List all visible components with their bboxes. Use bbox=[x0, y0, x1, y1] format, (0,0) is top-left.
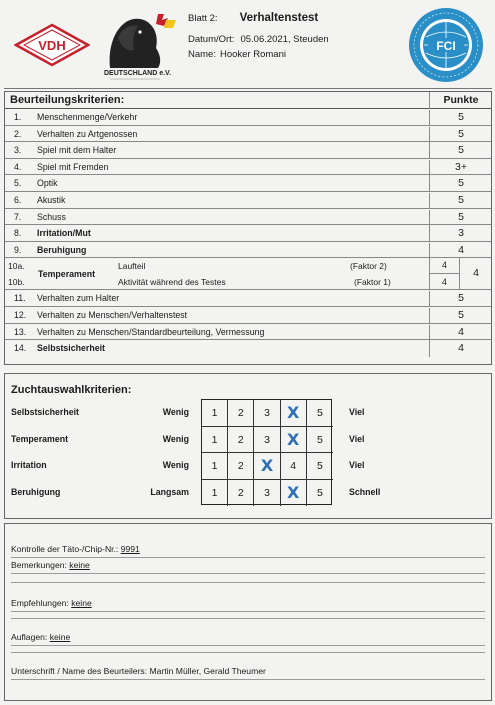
criteria-row bbox=[4, 142, 492, 159]
rating-cell: 1 bbox=[202, 400, 228, 427]
criteria-points: 5 bbox=[429, 143, 492, 159]
criteria-header bbox=[4, 91, 492, 109]
name-value: Hooker Romani bbox=[219, 49, 286, 60]
rating-cell: 2 bbox=[228, 480, 254, 507]
datum-value: 05.06.2021, Steuden bbox=[240, 34, 329, 45]
svg-text:FCI: FCI bbox=[436, 39, 456, 53]
criteria-row bbox=[4, 109, 492, 126]
breeding-high-label: Viel bbox=[349, 407, 365, 417]
criteria-row bbox=[4, 159, 492, 176]
rating-cell: 3 bbox=[254, 427, 280, 454]
breeding-label: Temperament bbox=[11, 433, 69, 444]
header-info bbox=[188, 11, 329, 62]
chip-line bbox=[11, 544, 485, 558]
criteria-label: Verhalten zum Halter bbox=[37, 293, 120, 304]
datum-label: Datum/Ort: bbox=[188, 34, 235, 45]
rating-cell: 1 bbox=[202, 453, 228, 480]
svg-text:VDH: VDH bbox=[38, 38, 66, 53]
breeding-low-label: Wenig bbox=[162, 433, 189, 444]
rating-cell: 4 bbox=[281, 453, 307, 480]
evaluation-sheet bbox=[4, 3, 492, 703]
criteria-points: 5 bbox=[429, 210, 492, 226]
criteria-points: 3 bbox=[429, 226, 492, 242]
temperament-label: Temperament bbox=[38, 269, 96, 280]
rating-mark: X bbox=[281, 400, 307, 427]
criteria-num: 14. bbox=[14, 343, 27, 354]
rating-cell: 5 bbox=[307, 400, 333, 427]
rating-cell: 2 bbox=[228, 427, 254, 454]
remarks-section bbox=[4, 523, 492, 701]
svg-text:DEUTSCHLAND e.V.: DEUTSCHLAND e.V. bbox=[104, 70, 172, 77]
criteria-num: 13. bbox=[14, 326, 27, 337]
criteria-row bbox=[4, 126, 492, 143]
sheet-header bbox=[4, 3, 492, 89]
chip-label: Kontrolle der Täto-/Chip-Nr.: bbox=[11, 544, 119, 554]
criteria-row bbox=[4, 290, 492, 307]
breeding-high-label: Viel bbox=[349, 460, 365, 470]
points-header: Punkte bbox=[429, 91, 492, 109]
blank-line bbox=[11, 652, 485, 653]
criteria-num: 2. bbox=[14, 128, 22, 139]
criteria-row bbox=[4, 307, 492, 324]
criteria-row bbox=[4, 225, 492, 242]
criteria-points: 5 bbox=[429, 127, 492, 143]
breeding-criteria-title: Zuchtauswahlkriterien: bbox=[11, 384, 132, 396]
criteria-points: 5 bbox=[429, 291, 492, 307]
blank-line bbox=[11, 582, 485, 583]
criteria-points: 5 bbox=[429, 176, 492, 192]
criteria-num: 7. bbox=[14, 211, 22, 222]
criteria-label: Verhalten zu Artgenossen bbox=[37, 128, 138, 139]
criteria-label: Verhalten zu Menschen/Standardbeurteilung, Vermessung bbox=[37, 326, 265, 337]
breeding-criteria-section bbox=[4, 373, 492, 519]
criteria-label: Beruhigung bbox=[37, 244, 87, 255]
rating-grid bbox=[201, 399, 332, 505]
temperament-num-a: 10a. bbox=[8, 261, 25, 272]
rating-mark: X bbox=[281, 427, 307, 454]
auflagen-label: Auflagen: bbox=[11, 632, 48, 642]
criteria-label: Akustik bbox=[37, 194, 66, 205]
temperament-total: 4 bbox=[459, 258, 492, 289]
breeding-low-label: Wenig bbox=[162, 407, 189, 417]
empfehlungen-value: keine bbox=[71, 598, 92, 608]
criteria-row bbox=[4, 175, 492, 192]
rating-cell: 1 bbox=[202, 427, 228, 454]
breeding-low-label: Langsam bbox=[150, 486, 189, 497]
temperament-score-b: 4 bbox=[429, 274, 459, 290]
criteria-row bbox=[4, 209, 492, 226]
criteria-num: 9. bbox=[14, 244, 22, 255]
vdh-logo bbox=[14, 23, 90, 67]
blatt-label: Blatt 2: bbox=[188, 13, 218, 24]
criteria-row bbox=[4, 192, 492, 209]
rating-cell: 1 bbox=[202, 480, 228, 507]
criteria-points: 4 bbox=[429, 341, 492, 357]
breeding-high-label: Viel bbox=[349, 433, 365, 444]
criteria-title: Beurteilungskriterien: bbox=[10, 94, 125, 106]
bemerkungen-label: Bemerkungen: bbox=[11, 560, 67, 570]
criteria-label: Schuss bbox=[37, 211, 66, 222]
chip-value: 9991 bbox=[120, 544, 140, 554]
page-title: Verhaltenstest bbox=[239, 12, 319, 24]
criteria-num: 3. bbox=[14, 145, 22, 156]
criteria-num: 5. bbox=[14, 178, 22, 189]
rating-cell: 5 bbox=[307, 453, 333, 480]
rating-cell: 5 bbox=[307, 427, 333, 454]
temperament-sub-b: Aktivität während des Testes bbox=[118, 277, 226, 288]
fci-logo bbox=[408, 7, 484, 83]
criteria-num: 11. bbox=[14, 293, 26, 304]
criteria-num: 4. bbox=[14, 161, 22, 172]
criteria-points: 4 bbox=[429, 243, 492, 259]
criteria-label: Irritation/Mut bbox=[37, 228, 91, 239]
breeding-low-label: Wenig bbox=[162, 460, 189, 470]
temperament-num-b: 10b. bbox=[8, 277, 25, 288]
breeding-label: Selbstsicherheit bbox=[11, 407, 79, 417]
auflagen-line bbox=[11, 632, 485, 646]
rating-cell: 3 bbox=[254, 480, 280, 507]
empfehlungen-line bbox=[11, 598, 485, 612]
criteria-num: 6. bbox=[14, 194, 22, 205]
temperament-row bbox=[4, 258, 492, 290]
breeding-high-label: Schnell bbox=[349, 486, 381, 497]
temperament-factor-a: (Faktor 2) bbox=[350, 261, 387, 272]
criteria-points: 5 bbox=[429, 110, 492, 126]
temperament-sub-a: Laufteil bbox=[118, 261, 146, 272]
temperament-factor-b: (Faktor 1) bbox=[354, 277, 391, 288]
criteria-points: 4 bbox=[429, 325, 492, 341]
blank-line bbox=[11, 618, 485, 619]
rating-cell: 5 bbox=[316, 486, 323, 499]
auflagen-value: keine bbox=[49, 632, 71, 642]
criteria-label: Selbstsicherheit bbox=[37, 343, 105, 354]
rating-cell: 2 bbox=[228, 453, 254, 480]
rating-mark: X bbox=[281, 480, 307, 507]
criteria-label: Optik bbox=[37, 178, 58, 189]
criteria-label: Spiel mit Fremden bbox=[37, 161, 109, 172]
criteria-table bbox=[4, 91, 492, 357]
name-label: Name: bbox=[188, 49, 216, 60]
criteria-row bbox=[4, 242, 492, 259]
rating-cell: 3 bbox=[254, 400, 280, 427]
criteria-num: 1. bbox=[14, 112, 22, 122]
rating-cell: 2 bbox=[228, 400, 254, 427]
criteria-points: 5 bbox=[429, 308, 492, 324]
criteria-label: Verhalten zu Menschen/Verhaltenstest bbox=[37, 309, 188, 320]
signature-line bbox=[11, 666, 485, 680]
criteria-points: 5 bbox=[429, 193, 492, 209]
criteria-label: Spiel mit dem Halter bbox=[37, 145, 117, 156]
criteria-points: 3+ bbox=[429, 160, 492, 176]
signature-label: Unterschrift / Name des Beurteilers: bbox=[11, 666, 148, 676]
breeding-label: Irritation bbox=[11, 460, 47, 470]
criteria-num: 12. bbox=[14, 309, 27, 320]
breeding-label: Beruhigung bbox=[11, 486, 61, 497]
bemerkungen-line bbox=[11, 560, 485, 574]
criteria-label: Menschenmenge/Verkehr bbox=[37, 112, 138, 122]
criteria-row bbox=[4, 340, 492, 357]
rating-mark: X bbox=[254, 453, 280, 480]
empfehlungen-label: Empfehlungen: bbox=[11, 598, 69, 608]
temperament-score-a: 4 bbox=[429, 258, 459, 274]
club-logo bbox=[100, 8, 186, 82]
criteria-num: 8. bbox=[14, 228, 22, 239]
signature-value: Martin Müller, Gerald Theumer bbox=[149, 666, 266, 676]
bemerkungen-value: keine bbox=[69, 560, 90, 570]
criteria-row bbox=[4, 324, 492, 341]
